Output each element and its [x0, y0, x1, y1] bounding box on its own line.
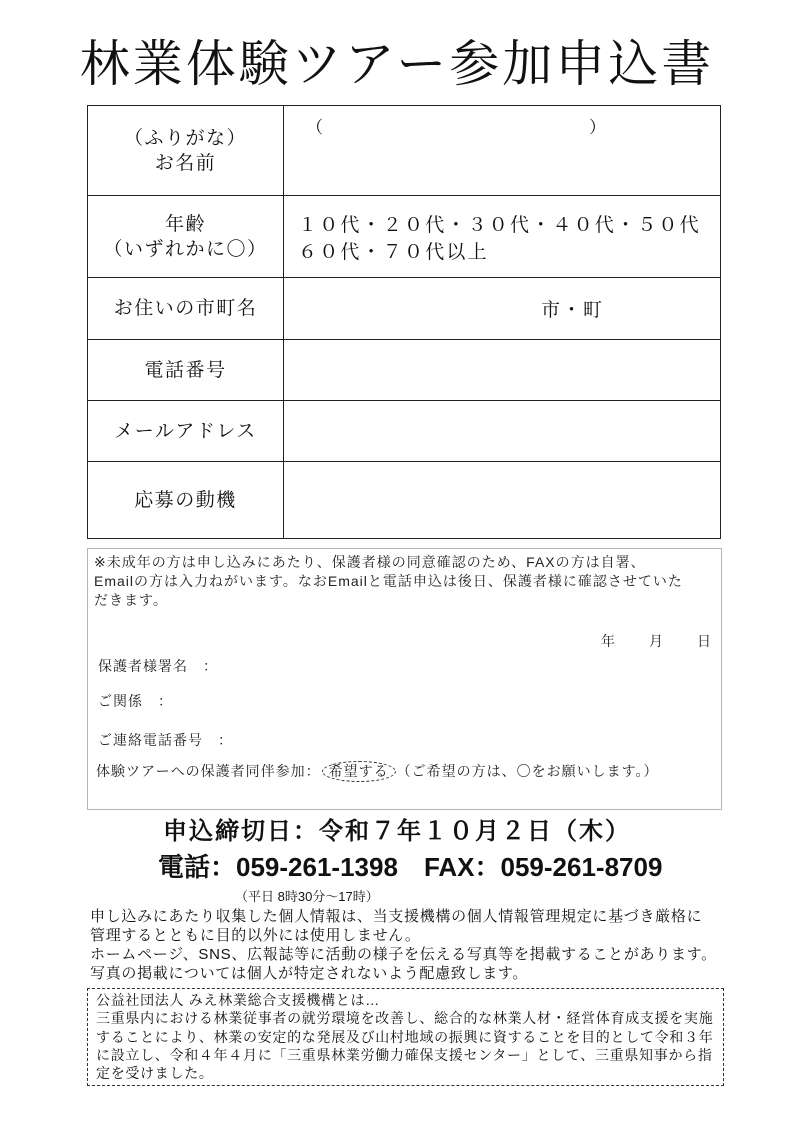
application-form-table: [87, 105, 721, 539]
city-field: [284, 278, 720, 340]
name-label: お名前: [154, 152, 217, 174]
email-label: メールアドレス: [114, 420, 257, 442]
spacer: [398, 850, 424, 884]
furigana-open-paren: （: [306, 118, 323, 137]
privacy-line: ホームページ、SNS、広報誌等に活動の様子を伝える写真等を掲載することがあります。: [90, 946, 717, 963]
about-organization-box: [87, 988, 724, 1086]
privacy-line: 申し込みにあたり収集した個人情報は、当支援機構の個人情報管理規定に基づき厳格に: [90, 908, 703, 925]
guardian-notice-line: だきます。: [94, 592, 168, 608]
about-line: 三重県内における林業従事者の就労環境を改善し、総合的な林業人材・経営体育成支援を実施: [96, 1010, 714, 1027]
business-hours: （平日 8時30分～17時）: [235, 889, 379, 904]
about-line: することにより、林業の安定的な発展及び山村地域の振興に資することを目的として令和３年: [96, 1028, 714, 1045]
furigana-close-paren: ）: [589, 118, 606, 137]
fax-number: 059-261-8709: [500, 852, 663, 882]
phone-label: 電話番号: [144, 359, 227, 381]
privacy-line: 写真の掲載については個人が特定されないよう配慮致します。: [90, 965, 529, 982]
accompany-note: （ご希望の方は、〇をお願いします。）: [396, 763, 659, 779]
date-day-label: 日: [697, 633, 712, 649]
guardian-signature-label: 保護者様署名 ：: [98, 658, 218, 674]
motive-field: [284, 462, 720, 538]
phone-label-cell: [88, 340, 284, 401]
accompany-label: 体験ツアーへの保護者同伴参加：: [96, 763, 321, 779]
furigana-label: （ふりがな）: [123, 127, 247, 149]
about-line: に設立し、令和４年４月に「三重県林業労働力確保支援センター」として、三重県知事から指: [96, 1046, 713, 1063]
about-heading: 公益社団法人 みえ林業総合支援機構とは…: [96, 992, 380, 1008]
city-label-cell: [88, 278, 284, 340]
motive-label-cell: [88, 462, 284, 538]
email-label-cell: [88, 401, 284, 462]
accompany-option-circle: 希望する: [322, 761, 396, 782]
name-field: [284, 106, 720, 196]
about-line: 定を受けました。: [96, 1065, 214, 1082]
date-month-label: 月: [649, 633, 664, 649]
guardian-accompany-line: [96, 761, 658, 782]
guardian-consent-box: [87, 548, 722, 810]
phone-field: [284, 340, 720, 401]
age-instruction: （いずれかに〇）: [103, 238, 268, 260]
guardian-notice-line: Emailの方は入力ねがいます。なおEmailと電話申込は後日、保護者様に確認させていた: [94, 573, 683, 589]
guardian-contact-phone-label: ご連絡電話番号 ：: [98, 732, 233, 748]
age-field: [284, 196, 720, 278]
page-title: 林業体験ツアー参加申込書: [79, 36, 715, 92]
privacy-line: 管理するとともに目的以外には使用しません。: [90, 927, 421, 944]
date-year-label: 年: [601, 633, 616, 649]
motive-label: 応募の動機: [134, 489, 237, 511]
age-options: [298, 212, 701, 266]
contact-phone-fax: [158, 850, 662, 884]
age-options-line2: ６０代・７０代以上: [298, 242, 489, 263]
fax-label: FAX：: [423, 852, 501, 882]
city-label: お住いの市町名: [113, 298, 258, 319]
phone-label: 電話：: [158, 852, 237, 882]
age-label: 年齢: [164, 213, 206, 235]
about-text: [96, 991, 713, 1082]
application-deadline: 申込締切日：令和７年１０月２日（木）: [163, 818, 631, 845]
age-options-line1: １０代・２０代・３０代・４０代・５０代: [298, 215, 701, 236]
guardian-notice-line: ※未成年の方は申し込みにあたり、保護者様の同意確認のため、FAXの方は自署、: [94, 554, 646, 570]
name-label-cell: [88, 106, 284, 196]
privacy-notice: [90, 907, 717, 983]
phone-number: 059-261-1398: [236, 852, 398, 882]
city-town-suffix: 市・町: [541, 300, 605, 321]
guardian-relation-label: ご関係 ：: [98, 693, 173, 709]
guardian-notice-text: [94, 553, 683, 610]
age-label-cell: [88, 196, 284, 278]
email-field: [284, 401, 720, 462]
